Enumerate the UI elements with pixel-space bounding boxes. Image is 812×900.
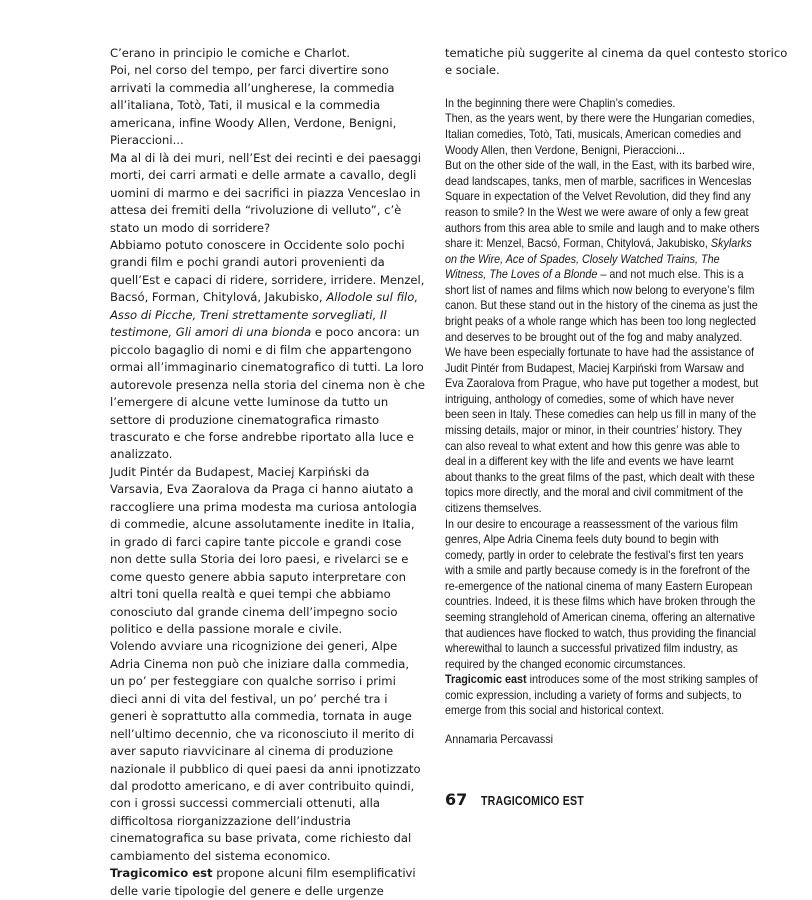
italian-continuation: tematiche più suggerite al cinema da quel contesto storico e sociale.: [445, 46, 788, 78]
paragraph: [110, 865, 425, 900]
page-footer: [445, 790, 602, 810]
paragraph: C’erano in principio le comiche e Charlot.: [110, 46, 351, 60]
paragraph: [445, 158, 760, 345]
paragraph: In our desire to encourage a reassessment of the various film genres, Alpe Adria Cinema feels duty bound to begin with comedy, partly in order to celebrate the festival’s first ten years with a smile and partly because comedy is in the forefront of the re-emergence of the national cinema of many Eastern European countries. Indeed, it is these films which have broken through the seeming stranglehold of American cinema, offering an alternative that audiences have flocked to watch, thus providing the financial wherewithal to launch a successful privatized film industry, as required by the changed economic circumstances.: [445, 516, 757, 671]
paragraph-text: e poco ancora: un piccolo bagaglio di nomi e di film che appartengono ormai all’immaginario cinematografico di tutti. La loro autorevole presenza nella storia del cinema non è che l’emergere di alcune vette luminose da tutto un settore di produzione cinematografica rimasto trascurato e che forse andrebbe riportato alla luce e analizzato.: [110, 325, 426, 462]
paragraph-text: propone alcuni film esemplificativi delle varie tipologie del genere e delle urgenze: [110, 866, 416, 898]
paragraph-text: But on the other side of the wall, in the East, with its barbed wire, dead landscapes, tanks, men of marble, sacrifices in Wenceslas Square in expectation of the Velvet Revolution, did they find any reason to smile? In the West we were aware of only a few great authors from this area able to smile and laugh and to make others share it: Menzel, Bacsó, Forman, Chitylová, Jakubisko,: [445, 158, 760, 251]
film-titles-italic: Allodole sul filo, Asso di Picche, Treni strettamente sorvegliati, Il testimone, Gli amori di una bionda: [110, 290, 419, 340]
section-title: TRAGICOMICO EST: [481, 794, 585, 808]
english-text-column: [445, 45, 788, 719]
paragraph: [445, 672, 760, 719]
author-signature: Annamaria Percavassi: [445, 732, 554, 746]
film-titles-italic: Skylarks on the Wire, Ace of Spades, Closely Watched Trains, The Witness, The Loves of a Blonde: [445, 236, 752, 282]
italian-text-column: [110, 45, 425, 900]
paragraph: We have been especially fortunate to have had the assistance of Judit Pintér from Budapest, Maciej Karpiński from Warsaw and Eva Zaoralova from Prague, who have put together a modest, but intriguing, anthology of comedies, some of which have never been seen in Italy. These comedies can help us fill in many of the missing details, major or minor, in their countries’ history. They can also reveal to what extent and how this genre was able to deal in a different key with the life and events we have learnt about thanks to the great films of the past, which dealt with these topics more directly, and the moral and civil commitment of the citizens themselves.: [445, 345, 759, 515]
paragraph: [110, 237, 425, 464]
paragraph-text: Abbiamo potuto conoscere in Occidente solo pochi grandi film e pochi grandi autori provenienti da quell’Est e capaci di ridere, sorridere, irridere. Menzel, Bacsó, Forman, Chitylová, Jakubisko,: [110, 237, 425, 305]
paragraph: Poi, nel corso del tempo, per farci divertire sono arrivati la commedia all’ungherese, la commedia all’italiana, Totò, Tati, il musical e la commedia americana, infine Woody Allen, Verdone, Benigni, Pieraccioni...: [110, 63, 397, 148]
paragraph-text: – and not much else. This is a short list of names and films which now belong to everyone’s film canon. But these stand out in the history of the cinema as just the bright peaks of a whole range which has been too long neglected and deserves to be brought out of the fog and maby analyzed.: [445, 267, 758, 344]
paragraph: Ma al di là dei muri, nell’Est dei recinti e dei paesaggi morti, dei carri armati e delle armate a cavallo, degli uomini di marmo e dei sacrifici in piazza Venceslao in attesa dei fremiti della “rivoluzione di velluto”, c’è stato un modo di sorridere?: [110, 150, 422, 235]
paragraph: In the beginning there were Chaplin’s comedies.: [445, 95, 676, 110]
section-name-bold: Tragicomic east: [445, 672, 527, 687]
section-name-bold: Tragicomico est: [110, 866, 213, 881]
page-number: 67: [445, 790, 468, 809]
paragraph: Judit Pintér da Budapest, Maciej Karpiński da Varsavia, Eva Zaoralova da Praga ci hanno aiutato a raccogliere una prima modesta ma curiosa antologia di commedie, alcune assolutamente inedite in Italia, in grado di farci capire tante piccole e grandi cose non dette sulla Storia dei loro paesi, e rivelarci se e come questo genere abbia saputo interpretare con altri toni quella realtà e quei tempi che abbiamo conosciuto dal grande cinema dell’impegno socio politico e della passione morale e civile.: [110, 464, 417, 636]
paragraph-text: introduces some of the most striking samples of comic expression, including a variety of forms and subjects, to emerge from this social and historical context.: [445, 672, 758, 718]
paragraph: Then, as the years went, by there were the Hungarian comedies, Italian comedies, Totò, Tati, musicals, American comedies and Woody Allen, then Verdone, Benigni, Pieraccioni...: [445, 111, 755, 157]
paragraph: Volendo avviare una ricognizione dei generi, Alpe Adria Cinema non può che iniziare dalla commedia, un po’ per festeggiare con qualche sorriso i primi dieci anni di vita del festival, un po’ perché tra i generi è soprattutto alla commedia, tornata in auge nell’ultimo decennio, che va riconosciuto il merito di aver saputo riavvicinare al cinema di produzione nazionale il pubblico di quei paesi da anni ipnotizzato dal prodotto americano, e di aver contribuito quindi, con i grossi successi commerciali ottenuti, alla difficoltosa riorganizzazione dell’industria cinematografica su base privata, come richiesto dal cambiamento del sistema economico.: [110, 639, 421, 863]
